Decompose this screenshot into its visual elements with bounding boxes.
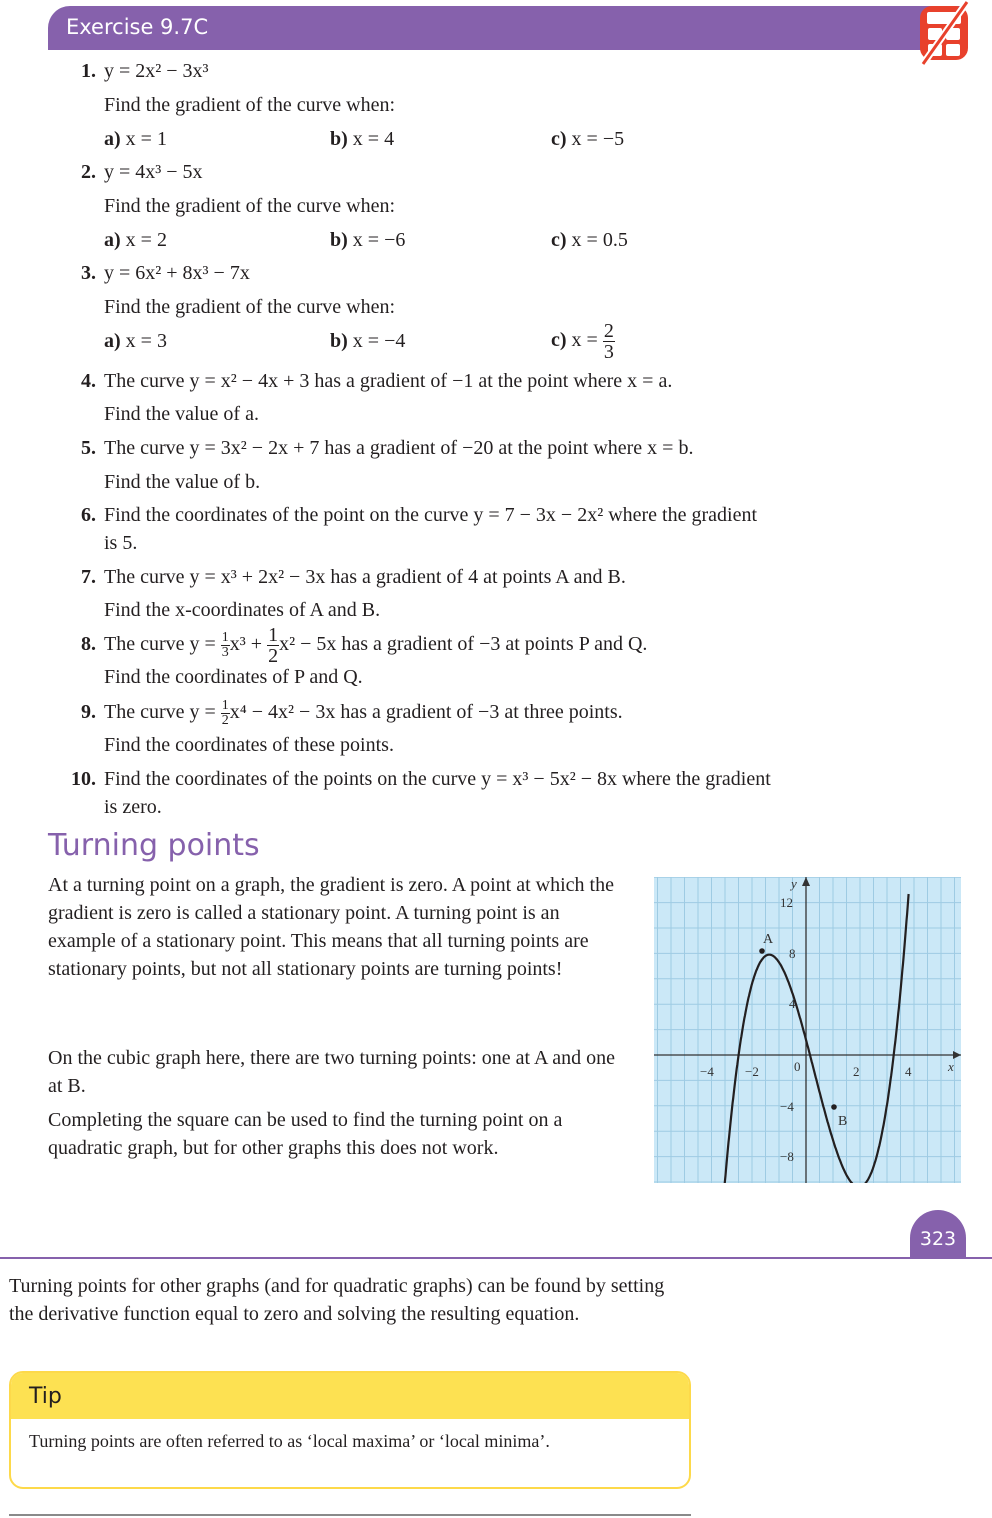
exercise-title: Exercise 9.7C xyxy=(66,15,209,39)
question-4-number: 4. xyxy=(81,370,96,392)
question-2-prompt: Find the gradient of the curve when: xyxy=(104,195,396,217)
x-tick-4: 4 xyxy=(905,1064,912,1079)
question-1-number: 1. xyxy=(81,60,96,82)
fraction-two-thirds: $\frac{2}{3}$ xyxy=(603,319,614,363)
origin-label: 0 xyxy=(794,1059,801,1074)
y-tick-8: 8 xyxy=(789,946,796,961)
question-6-text-cont: is 5. xyxy=(104,532,138,554)
question-7-number: 7. xyxy=(81,566,96,588)
question-3-prompt: Find the gradient of the curve when: xyxy=(104,296,396,318)
question-3-equation: y = 6x² + 8x³ − 7x xyxy=(104,262,250,284)
turning-point-a-marker xyxy=(759,948,765,954)
paragraph-completing-square: Completing the square can be used to find the turning point on a quadratic graph, but for other graphs this does not work. xyxy=(48,1109,563,1159)
question-5-text: The curve y = 3x² − 2x + 7 has a gradient of −20 at the point where x = b. xyxy=(104,437,694,459)
tip-text: Turning points are often referred to as ‘local maxima’ or ‘local minima’. xyxy=(29,1431,550,1451)
paragraph-graph-reference: On the cubic graph here, there are two turning points: one at A and one at B. xyxy=(48,1047,616,1097)
question-1-part-b: b) x = 4 xyxy=(330,128,395,150)
question-6-text: Find the coordinates of the point on the curve y = 7 − 3x − 2x² where the gradient xyxy=(104,504,758,526)
x-tick-neg4: −4 xyxy=(700,1064,714,1079)
cubic-graph xyxy=(654,877,961,1183)
question-3-part-b: b) x = −4 xyxy=(330,330,406,352)
x-tick-2: 2 xyxy=(853,1064,860,1079)
question-4-text: The curve y = x² − 4x + 3 has a gradient of −1 at the point where x = a. xyxy=(104,370,673,392)
question-2-part-a: a) x = 2 xyxy=(104,229,167,251)
tip-label: Tip xyxy=(29,1384,62,1409)
question-1-part-c: c) x = −5 xyxy=(551,128,625,150)
tip-header xyxy=(11,1373,689,1419)
question-9-task: Find the coordinates of these points. xyxy=(104,734,394,756)
turning-point-b-marker xyxy=(831,1104,837,1110)
y-tick-neg4: −4 xyxy=(780,1099,794,1114)
page-number: 323 xyxy=(919,1228,957,1250)
question-9-text: The curve y = $\frac{1}{2}$ x⁴ − 4x² − 3x has a gradient of −3 at three points. xyxy=(104,697,623,728)
question-3-part-c: c) x = $\frac{2}{3}$ xyxy=(551,319,614,363)
question-2-number: 2. xyxy=(81,161,96,183)
question-2-part-c: c) x = 0.5 xyxy=(551,229,628,251)
paragraph-derivative-method: Turning points for other graphs (and for quadratic graphs) can be found by setting the derivative function equal to zero and solving the resulting equation. xyxy=(9,1275,665,1325)
question-7-text: The curve y = x³ + 2x² − 3x has a gradient of 4 at points A and B. xyxy=(104,566,626,588)
paragraph-definition: At a turning point on a graph, the gradient is zero. A point at which the gradient is zero is called a stationary point. A turning point is an example of a stationary point. This means that all turning points are stationary points, but not all stationary points are turning points! xyxy=(48,874,614,980)
point-a-label: A xyxy=(763,932,774,947)
question-2-part-b: b) x = −6 xyxy=(330,229,406,251)
question-9-number: 9. xyxy=(81,701,96,723)
y-tick-4: 4 xyxy=(789,996,796,1011)
question-8-task: Find the coordinates of P and Q. xyxy=(104,666,363,688)
y-axis-label: y xyxy=(791,877,797,891)
x-axis-label: x xyxy=(948,1059,954,1074)
question-2-equation: y = 4x³ − 5x xyxy=(104,161,203,183)
x-tick-neg2: −2 xyxy=(745,1064,759,1079)
question-4-task: Find the value of a. xyxy=(104,403,259,425)
question-5-number: 5. xyxy=(81,437,96,459)
question-1-part-a: a) x = 1 xyxy=(104,128,167,150)
bottom-divider xyxy=(9,1514,691,1516)
question-10-text: Find the coordinates of the points on the curve y = x³ − 5x² − 8x where the gradient xyxy=(104,768,771,790)
question-3-number: 3. xyxy=(81,262,96,284)
question-6-number: 6. xyxy=(81,504,96,526)
question-10-text-cont: is zero. xyxy=(104,796,162,818)
question-3-part-a: a) x = 3 xyxy=(104,330,167,352)
question-8-number: 8. xyxy=(81,633,96,655)
no-calculator-icon xyxy=(917,0,973,66)
question-1-prompt: Find the gradient of the curve when: xyxy=(104,94,396,116)
section-heading: Turning points xyxy=(48,828,260,863)
question-5-task: Find the value of b. xyxy=(104,471,261,493)
question-1-equation: y = 2x² − 3x³ xyxy=(104,60,209,82)
page-divider xyxy=(0,1257,992,1259)
point-b-label: B xyxy=(838,1114,848,1129)
question-8-text: The curve y = $\frac{1}{3}$ x³ + $\frac{1}{2}$ x² − 5x has a gradient of −3 at points P and Q. xyxy=(104,623,648,667)
y-tick-neg8: −8 xyxy=(780,1149,794,1164)
question-7-task: Find the x-coordinates of A and B. xyxy=(104,599,381,621)
y-tick-12: 12 xyxy=(780,895,793,910)
tip-box xyxy=(9,1371,691,1489)
question-10-number: 10. xyxy=(71,768,96,790)
